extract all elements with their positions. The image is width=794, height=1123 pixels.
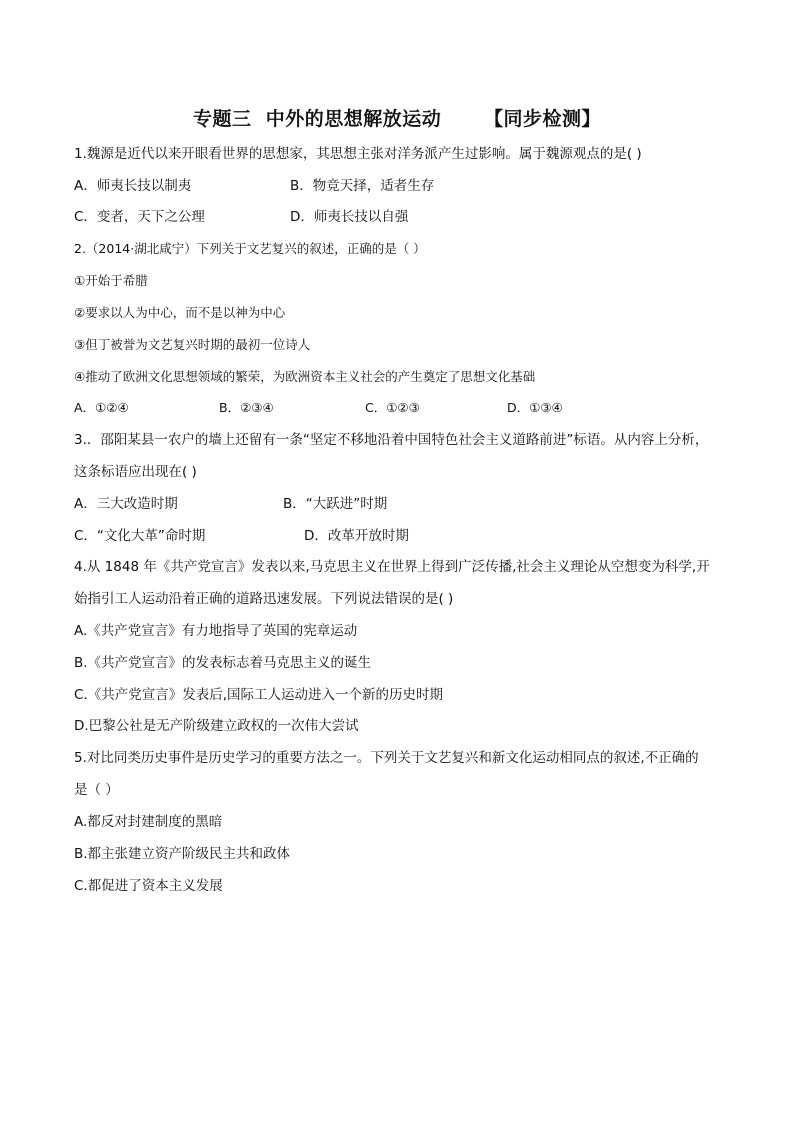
question-1-option-b: B．物竞天择，适者生存 <box>290 178 435 194</box>
question-2-statement-4: ④推动了欧洲文化思想领域的繁荣，为欧洲资本主义社会的产生奠定了思想文化基础 <box>74 369 536 384</box>
question-2-option-b: B．②③④ <box>219 400 274 415</box>
question-4-option-c: C.《共产党宣言》发表后,国际工人运动进入一个新的历史时期 <box>74 687 444 703</box>
question-2-option-d: D．①③④ <box>507 400 563 415</box>
question-2-option-c: C．①②③ <box>365 400 420 415</box>
question-3-stem-line-2: 这条标语应出现在( ) <box>74 464 197 480</box>
question-5-option-c: C.都促进了资本主义发展 <box>74 878 223 894</box>
question-5-stem-line-1: 5.对比同类历史事件是历史学习的重要方法之一。下列关于文艺复兴和新文化运动相同点的叙述,不正确的 <box>74 750 699 766</box>
question-5-option-a: A.都反对封建制度的黑暗 <box>74 814 223 830</box>
question-4-option-a: A.《共产党宣言》有力地指导了英国的宪章运动 <box>74 623 358 639</box>
question-3-stem-line-1: 3.．邵阳某县一农户的墙上还留有一条“坚定不移地沿着中国特色社会主义道路前进”标语。从内容上分析， <box>74 432 709 448</box>
question-5-stem-line-2: 是（ ） <box>74 782 119 798</box>
question-3-option-b: B．“大跃进”时期 <box>283 496 388 512</box>
question-2-stem: 2.（2014·湖北咸宁）下列关于文艺复兴的叙述，正确的是（ ） <box>74 241 426 256</box>
question-1-option-c: C．变者，天下之公理 <box>74 209 205 225</box>
question-2-statement-1: ①开始于希腊 <box>74 273 148 288</box>
question-4-stem-line-1: 4.从 1848 年《共产党宣言》发表以来,马克思主义在世界上得到广泛传播,社会主义理论从空想变为科学,开 <box>74 559 710 575</box>
question-2-option-a: A．①②④ <box>74 400 129 415</box>
question-1-option-a: A．师夷长技以制夷 <box>74 178 192 194</box>
question-4-stem-line-2: 始指引工人运动沿着正确的道路迅速发展。下列说法错误的是( ) <box>74 591 454 607</box>
question-2-statement-2: ②要求以人为中心，而不是以神为中心 <box>74 305 286 320</box>
question-5-option-b: B.都主张建立资产阶级民主共和政体 <box>74 846 291 862</box>
page-title: 专题三 中外的思想解放运动 【同步检测】 <box>193 108 601 130</box>
question-4-option-d: D.巴黎公社是无产阶级建立政权的一次伟大尝试 <box>74 718 359 734</box>
question-3-option-c: C．“文化大革”命时期 <box>74 528 206 544</box>
question-3-option-a: A．三大改造时期 <box>74 496 178 512</box>
question-4-option-b: B.《共产党宣言》的发表标志着马克思主义的诞生 <box>74 655 372 671</box>
question-1-option-d: D．师夷长技以自强 <box>290 209 409 225</box>
question-3-option-d: D．改革开放时期 <box>304 528 409 544</box>
question-1-stem: 1.魏源是近代以来开眼看世界的思想家，其思想主张对洋务派产生过影响。属于魏源观点的是( ) <box>74 146 642 162</box>
question-2-statement-3: ③但丁被誉为文艺复兴时期的最初一位诗人 <box>74 337 311 352</box>
